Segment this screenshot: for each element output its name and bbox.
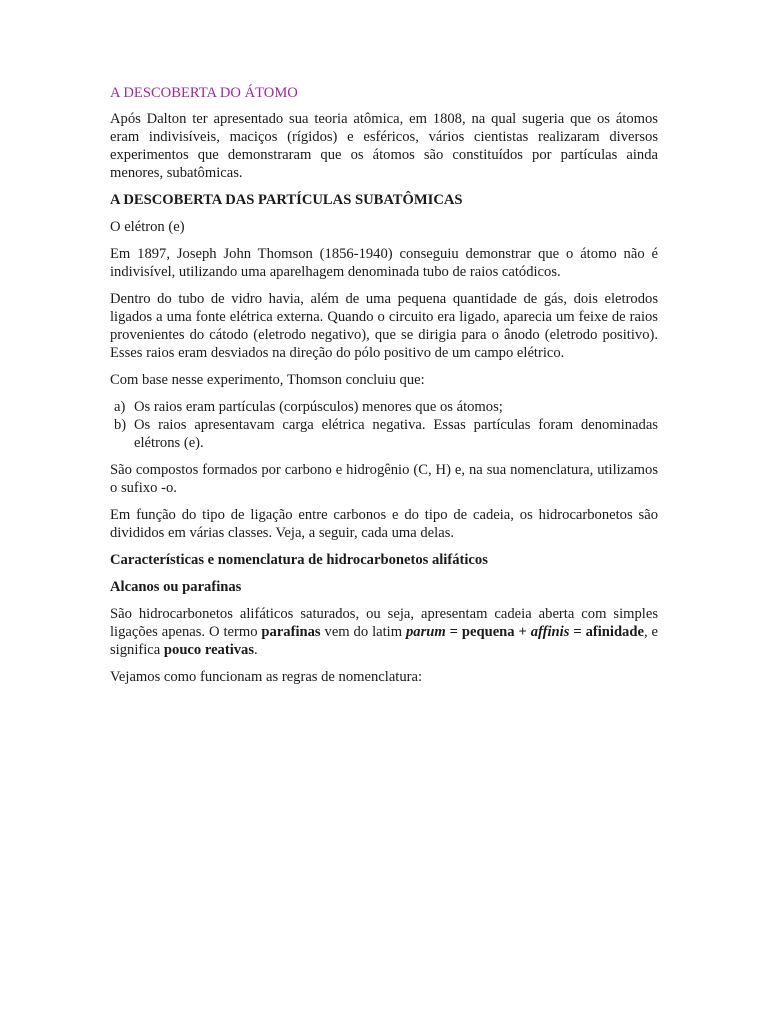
alkanes-paragraph — [110, 605, 658, 659]
list-marker: b) — [114, 417, 127, 433]
term-pouco-reativas: pouco reativas — [163, 642, 255, 658]
term-affinis: affinis — [530, 624, 570, 640]
tube-paragraph: Dentro do tubo de vidro havia, além de uma pequena quantidade de gás, dois eletrodos ligados a uma fonte elétrica externa. Quando o circuito era ligado, aparecia um feixe de raios provenientes do cátodo (eletrodo negativo), que se dirigia para o ânodo (eletrodo positivo). Esses raios eram desviados na direção do pólo positivo de um campo elétrico. — [110, 291, 658, 361]
rules-paragraph: Vejamos como funcionam as regras de nomenclatura: — [110, 669, 423, 685]
aliphatic-heading: Características e nomenclatura de hidrocarbonetos alifáticos — [110, 552, 488, 568]
etymology — [406, 624, 644, 640]
list-marker: a) — [114, 399, 126, 415]
alkanes-text: vem do latim — [320, 624, 406, 640]
intro-paragraph: Após Dalton ter apresentado sua teoria atômica, em 1808, na qual sugeria que os átomos eram indivisíveis, maciços (rígidos) e esféricos, vários cientistas realizaram diversos experimentos que demonstraram que os átomos são constituídos por partículas ainda menores, subatômicas. — [110, 111, 658, 181]
alkanes-heading: Alcanos ou parafinas — [110, 579, 242, 595]
term-parum: parum — [405, 624, 446, 640]
conclusion-paragraph: Com base nesse experimento, Thomson concluiu que: — [110, 372, 425, 388]
list-item-text: Os raios eram partículas (corpúsculos) menores que os átomos; — [134, 399, 503, 415]
term-parafinas: parafinas — [261, 624, 321, 640]
thomson-paragraph: Em 1897, Joseph John Thomson (1856-1940) conseguiu demonstrar que o átomo não é indivisível, utilizando uma aparelhagem denominada tubo de raios catódicos. — [110, 246, 658, 280]
alkanes-text: São hidrocarbonetos alifáticos saturados, ou seja, apresentam cadeia aberta com simples ligações apenas. O termo — [110, 606, 658, 640]
alkanes-text: . — [254, 642, 258, 658]
conclusion-list — [110, 398, 658, 452]
list-item — [110, 398, 658, 416]
etymology-equation: = pequena + — [445, 624, 531, 640]
document-page — [110, 84, 658, 695]
section-heading: A DESCOBERTA DAS PARTÍCULAS SUBATÔMICAS — [110, 192, 463, 208]
list-item — [110, 416, 658, 452]
classes-paragraph: Em função do tipo de ligação entre carbonos e do tipo de cadeia, os hidrocarbonetos são divididos em várias classes. Veja, a seguir, cada uma delas. — [110, 507, 658, 541]
list-item-text: Os raios apresentavam carga elétrica negativa. Essas partículas foram denominadas elétrons (e). — [134, 417, 658, 451]
document-title: A DESCOBERTA DO ÁTOMO — [110, 85, 298, 101]
electron-subheading: O elétron (e) — [110, 219, 185, 235]
alkanes-text: , e significa — [110, 624, 658, 658]
compounds-paragraph: São compostos formados por carbono e hidrogênio (C, H) e, na sua nomenclatura, utilizamos o sufixo -o. — [110, 462, 658, 496]
etymology-equation: = afinidade — [569, 624, 644, 640]
